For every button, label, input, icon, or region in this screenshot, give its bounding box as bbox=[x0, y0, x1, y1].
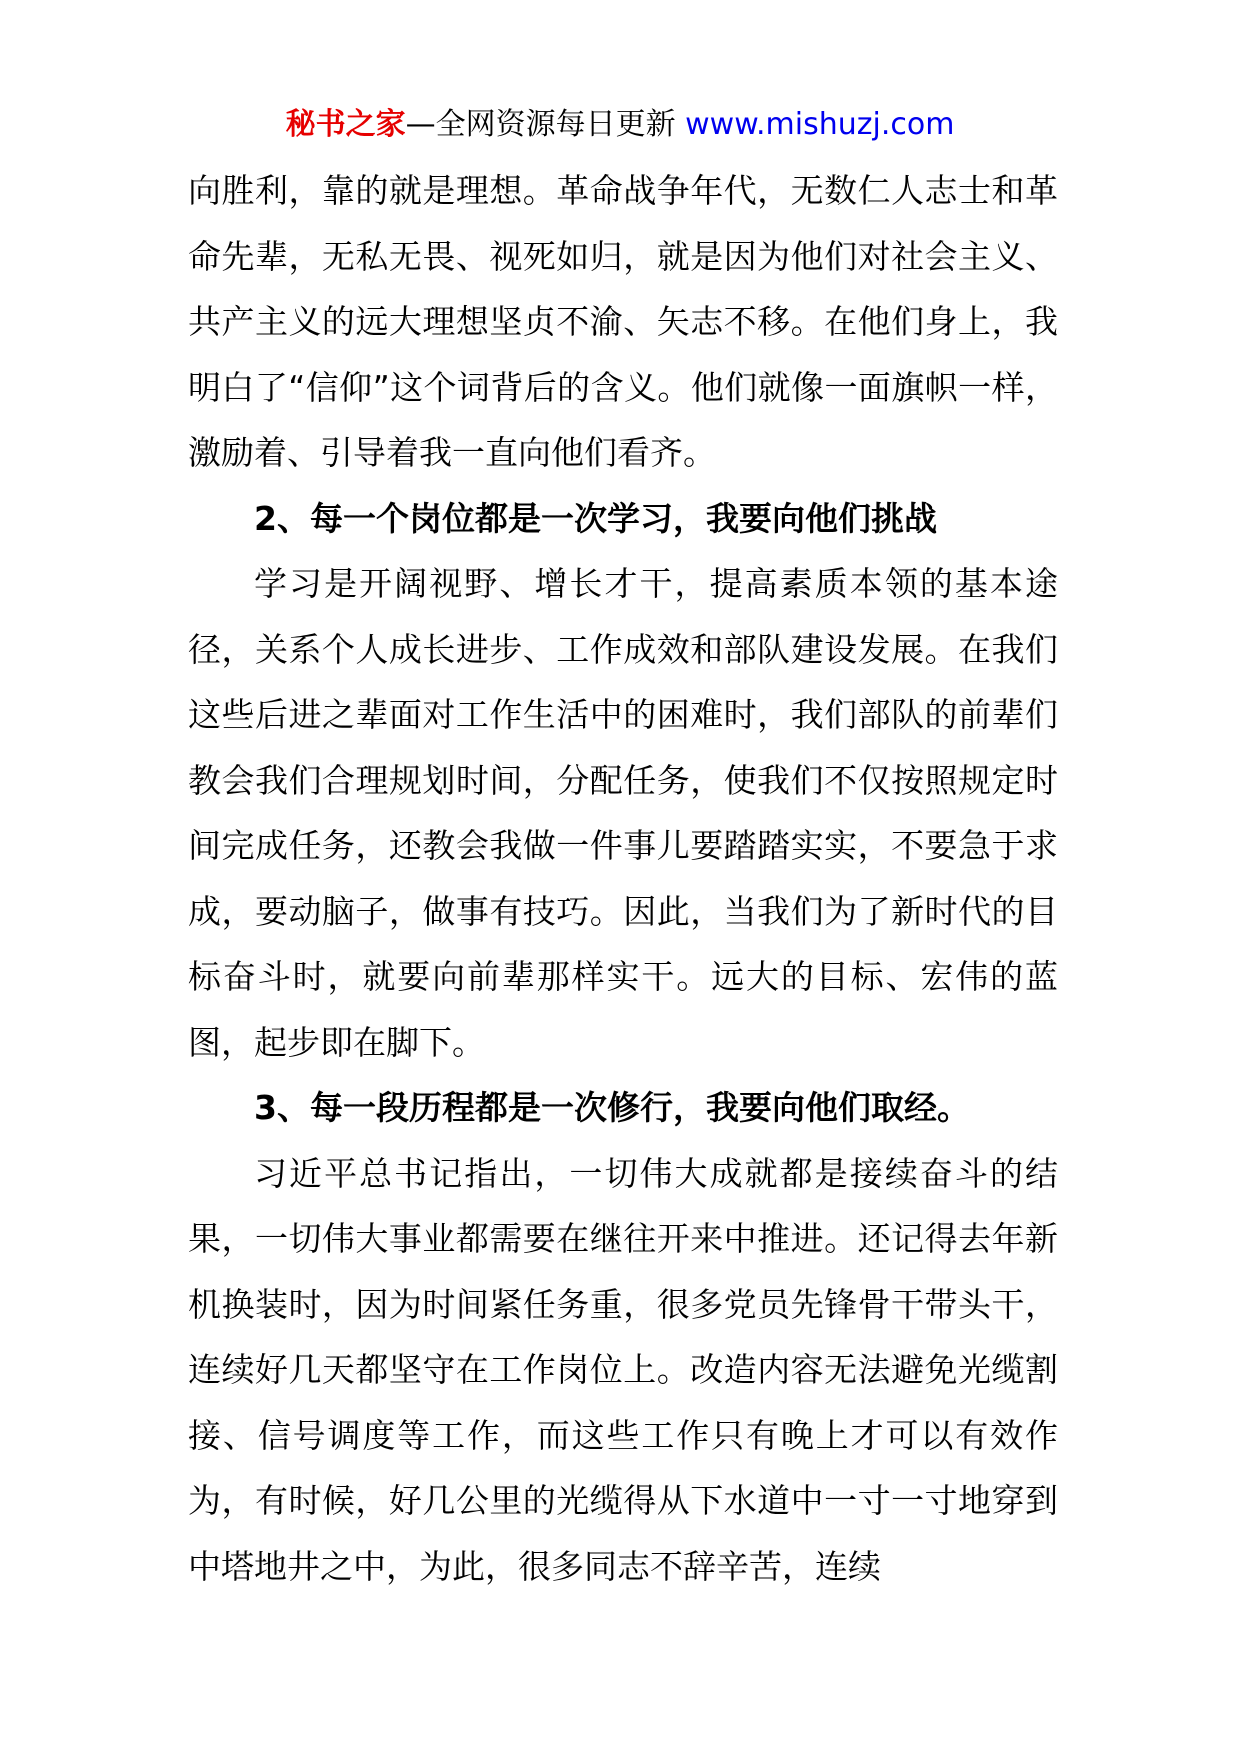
section-heading-3: 3、每一段历程都是一次修行，我要向他们取经。 bbox=[254, 1088, 970, 1127]
paragraph-continuation: 向胜利，靠的就是理想。革命战争年代，无数仁人志士和革命先辈，无私无畏、视死如归，就是因为他们对社会主义、共产主义的远大理想坚贞不渝、矢志不移。在他们身上，我明白了“信仰”这个词背后的含义。他们就像一面旗帜一样，激励着、引导着我一直向他们看齐。 bbox=[188, 171, 1058, 472]
paragraph-section-2: 学习是开阔视野、增长才干，提高素质本领的基本途径，关系个人成长进步、工作成效和部队建设发展。在我们这些后进之辈面对工作生活中的困难时，我们部队的前辈们教会我们合理规划时间，分配任务，使我们不仅按照规定时间完成任务，还教会我做一件事儿要踏踏实实，不要急于求成，要动脑子，做事有技巧。因此，当我们为了新时代的目标奋斗时，就要向前辈那样实干。远大的目标、宏伟的蓝图，起步即在脚下。 bbox=[188, 564, 1058, 1062]
paragraph-section-3: 习近平总书记指出，一切伟大成就都是接续奋斗的结果，一切伟大事业都需要在继往开来中推进。还记得去年新机换装时，因为时间紧任务重，很多党员先锋骨干带头干，连续好几天都坚守在工作岗位上。改造内容无法避免光缆割接、信号调度等工作，而这些工作只有晚上才可以有效作为，有时候，好几公里的光缆得从下水道中一寸一寸地穿到中塔地井之中，为此，很多同志不辞辛苦，连续 bbox=[188, 1153, 1058, 1586]
site-tagline: —全网资源每日更新 bbox=[405, 107, 686, 142]
document-body bbox=[188, 158, 1058, 1599]
site-url-link[interactable]: www.mishuzj.com bbox=[685, 107, 955, 142]
site-brand: 秘书之家 bbox=[285, 107, 406, 142]
site-header bbox=[0, 100, 1240, 150]
section-heading-2: 2、每一个岗位都是一次学习，我要向他们挑战 bbox=[254, 498, 937, 538]
